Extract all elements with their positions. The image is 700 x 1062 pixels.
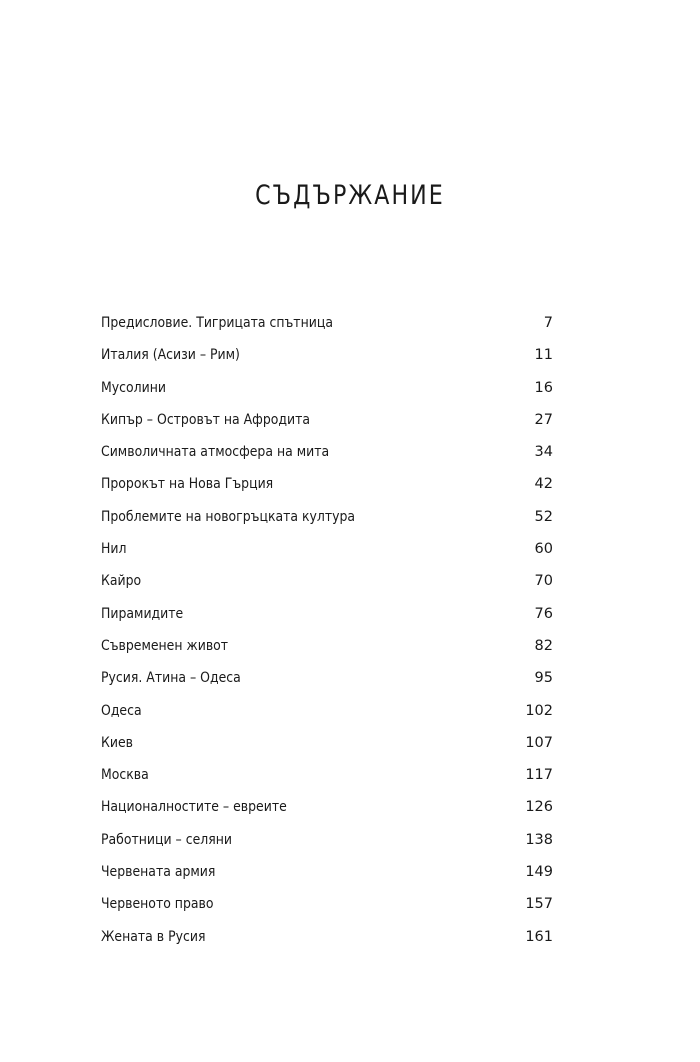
toc-entry-title: Италия (Асизи – Рим) <box>101 347 240 364</box>
toc-entry <box>101 601 553 633</box>
toc-entry-title: Националностите – евреите <box>101 799 287 816</box>
toc-entry-page: 16 <box>534 379 553 396</box>
toc-entry <box>101 342 553 374</box>
toc-entry-page: 27 <box>534 411 553 428</box>
toc-entry-title: Жената в Русия <box>101 928 206 945</box>
toc-entry-page: 11 <box>534 347 553 364</box>
toc-entry <box>101 471 553 503</box>
toc-entry-title: Символичната атмосфера на мита <box>101 444 330 461</box>
toc-entry-page: 95 <box>534 670 553 687</box>
toc-entry-title: Предисловие. Тигрицата спътница <box>101 315 333 331</box>
toc-entry <box>101 859 553 891</box>
toc-entry-title: Кипър – Островът на Афродита <box>101 411 311 428</box>
toc-entry <box>101 827 553 859</box>
toc-entry-page: 126 <box>525 799 553 816</box>
toc-entry <box>101 504 553 536</box>
toc-entry-title: Пророкът на Нова Гърция <box>101 476 274 493</box>
toc-entry <box>101 665 553 697</box>
toc-entry-title: Червеното право <box>101 896 214 913</box>
toc-entry-page: 34 <box>534 444 553 461</box>
toc-entry-title: Червената армия <box>101 864 216 881</box>
toc-entry-page: 52 <box>534 508 553 525</box>
toc-entry-title: Нил <box>101 541 127 558</box>
toc-entry <box>101 375 553 407</box>
toc-entry-title: Пирамидите <box>101 605 184 622</box>
toc-entry-page: 102 <box>525 702 553 719</box>
toc-entry-page: 42 <box>534 476 553 493</box>
toc-entry <box>101 439 553 471</box>
toc-entry-page: 82 <box>534 637 553 654</box>
toc-entry-page: 138 <box>525 831 553 848</box>
toc-entry-page: 157 <box>525 896 553 913</box>
toc-entry <box>101 924 553 956</box>
toc-entry <box>101 794 553 826</box>
toc-entry <box>101 568 553 600</box>
toc-entry-title: Кайро <box>101 573 142 590</box>
toc-entry-page: 107 <box>525 734 553 751</box>
toc-entry-title: Одеса <box>101 702 142 719</box>
toc-entry <box>101 730 553 762</box>
toc-entry-title: Киев <box>101 734 133 751</box>
toc-entry-page: 70 <box>534 573 553 590</box>
toc-entry-page: 161 <box>525 928 553 945</box>
table-of-contents <box>101 310 553 956</box>
toc-entry-title: Работници – селяни <box>101 831 233 848</box>
toc-entry <box>101 698 553 730</box>
toc-entry-title: Русия. Атина – Одеса <box>101 670 241 687</box>
toc-entry-page: 7 <box>543 315 553 331</box>
toc-entry <box>101 310 553 342</box>
toc-entry-title: Москва <box>101 767 149 784</box>
toc-entry <box>101 633 553 665</box>
toc-entry <box>101 407 553 439</box>
toc-entry <box>101 891 553 923</box>
toc-entry-page: 149 <box>525 864 553 881</box>
toc-entry-title: Съвременен живот <box>101 637 229 654</box>
toc-entry-page: 117 <box>525 767 553 784</box>
toc-entry <box>101 762 553 794</box>
toc-entry-title: Проблемите на новогръцката култура <box>101 508 356 525</box>
toc-entry <box>101 536 553 568</box>
toc-entry-page: 76 <box>534 605 553 622</box>
page-title: СЪДЪРЖАНИЕ <box>255 180 445 211</box>
toc-entry-page: 60 <box>534 541 553 558</box>
toc-entry-title: Мусолини <box>101 379 166 396</box>
